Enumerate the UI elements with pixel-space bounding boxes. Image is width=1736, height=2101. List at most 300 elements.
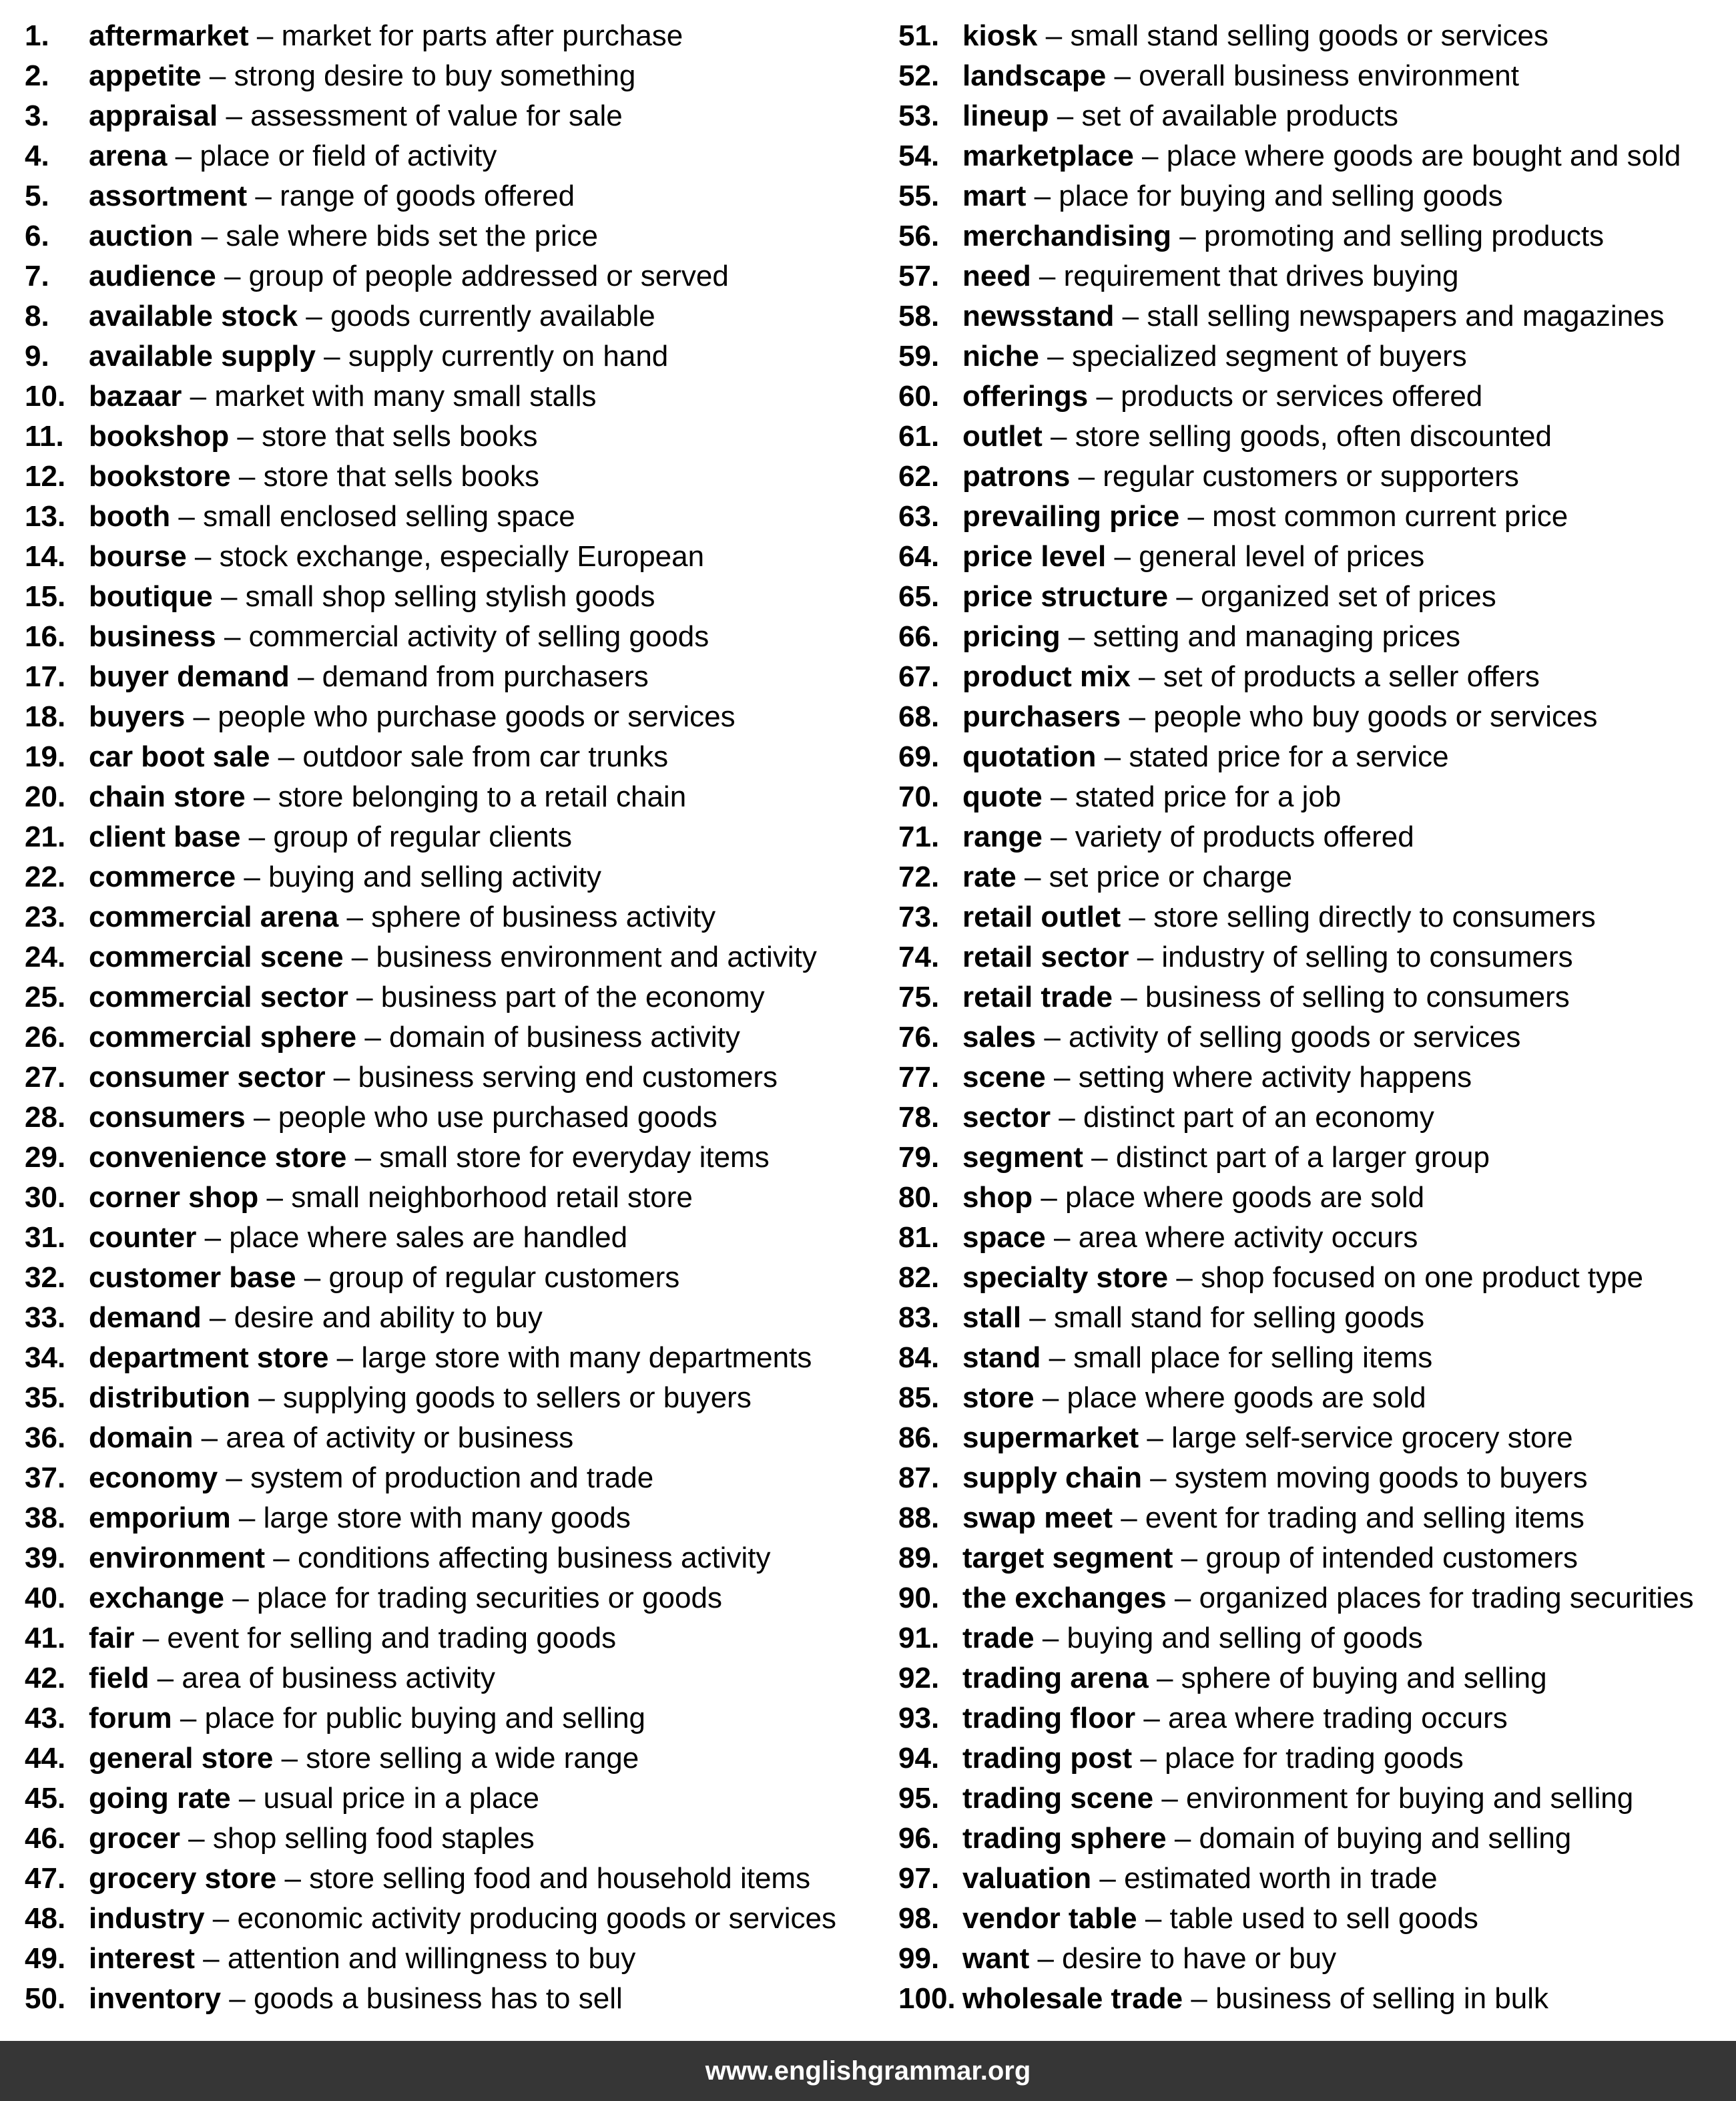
- item-number: 88.: [898, 1501, 940, 1534]
- item-separator: –: [1179, 500, 1213, 533]
- item-entry: [962, 1058, 1472, 1098]
- item-entry: [89, 537, 704, 577]
- item-definition: regular customers or supporters: [1103, 460, 1519, 493]
- item-definition: group of intended customers: [1205, 1542, 1578, 1574]
- item-separator: –: [1060, 620, 1093, 653]
- item-definition: store that sells books: [263, 460, 539, 493]
- list-item: [898, 497, 1733, 537]
- item-definition: stated price for a job: [1075, 780, 1342, 813]
- item-term: convenience store: [89, 1141, 347, 1174]
- item-separator: –: [343, 941, 376, 973]
- item-definition: large store with many departments: [361, 1341, 812, 1374]
- item-number: 99.: [898, 1942, 940, 1975]
- item-number: 87.: [898, 1461, 940, 1494]
- item-definition: area of activity or business: [226, 1421, 574, 1454]
- item-entry: [89, 1698, 645, 1738]
- item-definition: usual price in a place: [263, 1782, 539, 1815]
- item-separator: –: [1166, 1822, 1199, 1855]
- item-separator: –: [180, 1822, 213, 1855]
- item-term: target segment: [962, 1542, 1173, 1574]
- item-number: 60.: [898, 380, 940, 413]
- list-item: [898, 1378, 1733, 1418]
- list-item: [898, 657, 1733, 697]
- list-item: [898, 937, 1733, 977]
- item-entry: [89, 1017, 740, 1058]
- item-term: grocery store: [89, 1862, 277, 1895]
- item-term: offerings: [962, 380, 1089, 413]
- item-entry: [89, 777, 686, 817]
- item-number: 90.: [898, 1582, 940, 1614]
- item-entry: [962, 1939, 1336, 1979]
- item-entry: [89, 16, 683, 56]
- item-number: 51.: [898, 19, 940, 52]
- item-separator: –: [1045, 1221, 1079, 1254]
- list-item: [25, 1378, 866, 1418]
- item-separator: –: [296, 1261, 329, 1294]
- item-number: 66.: [898, 620, 940, 653]
- list-item: [898, 537, 1733, 577]
- item-number: 19.: [25, 740, 66, 773]
- item-term: store: [962, 1381, 1035, 1414]
- item-entry: [89, 1058, 778, 1098]
- item-entry: [962, 1618, 1423, 1658]
- item-entry: [962, 1178, 1424, 1218]
- list-item: [25, 336, 866, 377]
- item-entry: [962, 417, 1552, 457]
- item-term: product mix: [962, 660, 1131, 693]
- item-definition: strong desire to buy something: [234, 59, 636, 92]
- item-separator: –: [1041, 1341, 1074, 1374]
- item-definition: store that sells books: [262, 420, 538, 453]
- item-separator: –: [1042, 420, 1075, 453]
- item-number: 6.: [25, 220, 49, 252]
- list-item: [898, 1698, 1733, 1738]
- list-item: [25, 617, 866, 657]
- item-entry: [89, 216, 598, 256]
- item-number: 1.: [25, 19, 49, 52]
- item-entry: [89, 617, 709, 657]
- item-number: 41.: [25, 1622, 66, 1654]
- item-definition: shop selling food staples: [212, 1822, 535, 1855]
- item-number: 16.: [25, 620, 66, 653]
- item-separator: –: [193, 220, 226, 252]
- item-separator: –: [346, 1141, 380, 1174]
- item-definition: overall business environment: [1139, 59, 1519, 92]
- item-number: 45.: [25, 1782, 66, 1815]
- list-item: [25, 1338, 866, 1378]
- item-number: 76.: [898, 1021, 940, 1054]
- item-number: 70.: [898, 780, 940, 813]
- item-separator: –: [248, 19, 282, 52]
- item-definition: small place for selling items: [1073, 1341, 1433, 1374]
- item-entry: [962, 1738, 1464, 1779]
- item-entry: [89, 1098, 717, 1138]
- item-definition: event for trading and selling items: [1145, 1501, 1584, 1534]
- item-number: 57.: [898, 260, 940, 292]
- item-term: pricing: [962, 620, 1061, 653]
- item-separator: –: [1091, 1862, 1125, 1895]
- item-entry: [962, 1258, 1643, 1298]
- item-entry: [962, 1338, 1432, 1378]
- list-item: [898, 1498, 1733, 1538]
- item-definition: desire and ability to buy: [234, 1301, 543, 1334]
- item-definition: domain of buying and selling: [1199, 1822, 1572, 1855]
- item-definition: set price or charge: [1049, 861, 1293, 893]
- item-separator: –: [289, 660, 322, 693]
- item-entry: [89, 857, 601, 897]
- list-item: [25, 1779, 866, 1819]
- item-number: 43.: [25, 1702, 66, 1734]
- item-term: consumers: [89, 1101, 246, 1134]
- item-term: need: [962, 260, 1031, 292]
- item-entry: [89, 737, 668, 777]
- list-item: [898, 1098, 1733, 1138]
- item-term: boutique: [89, 580, 213, 613]
- item-definition: domain of business activity: [389, 1021, 740, 1054]
- item-term: want: [962, 1942, 1030, 1975]
- item-definition: buying and selling activity: [268, 861, 602, 893]
- list-item: [25, 56, 866, 96]
- item-separator: –: [1045, 1061, 1079, 1094]
- item-number: 94.: [898, 1742, 940, 1775]
- list-item: [25, 1017, 866, 1058]
- list-item: [25, 537, 866, 577]
- item-definition: store selling directly to consumers: [1153, 901, 1596, 933]
- item-term: newsstand: [962, 300, 1115, 332]
- item-term: consumer sector: [89, 1061, 326, 1094]
- item-entry: [89, 457, 539, 497]
- item-separator: –: [247, 180, 280, 212]
- item-number: 64.: [898, 540, 940, 573]
- item-definition: promoting and selling products: [1203, 220, 1605, 252]
- item-separator: –: [236, 861, 269, 893]
- list-item: [25, 1899, 866, 1939]
- item-entry: [962, 1218, 1418, 1258]
- item-number: 32.: [25, 1261, 66, 1294]
- item-definition: small neighborhood retail store: [291, 1181, 693, 1214]
- item-entry: [962, 1859, 1438, 1899]
- item-separator: –: [201, 1301, 234, 1334]
- item-definition: shop focused on one product type: [1201, 1261, 1643, 1294]
- list-item: [898, 377, 1733, 417]
- list-item: [25, 96, 866, 136]
- item-number: 80.: [898, 1181, 940, 1214]
- item-term: auction: [89, 220, 194, 252]
- item-separator: –: [245, 1101, 278, 1134]
- item-definition: sphere of business activity: [371, 901, 716, 933]
- item-separator: –: [1083, 1141, 1116, 1174]
- item-entry: [89, 417, 537, 457]
- list-item: [898, 256, 1733, 296]
- item-number: 91.: [898, 1622, 940, 1654]
- list-item: [25, 1258, 866, 1298]
- item-term: trade: [962, 1622, 1035, 1654]
- list-item: [898, 817, 1733, 857]
- item-number: 50.: [25, 1982, 66, 2015]
- list-item: [25, 1098, 866, 1138]
- list-item: [898, 1658, 1733, 1698]
- item-separator: –: [1096, 740, 1129, 773]
- item-entry: [962, 1658, 1547, 1698]
- item-definition: organized places for trading securities: [1199, 1582, 1694, 1614]
- item-separator: –: [1173, 1542, 1206, 1574]
- item-term: quote: [962, 780, 1043, 813]
- item-definition: business of selling in bulk: [1215, 1982, 1549, 2015]
- item-entry: [89, 1618, 616, 1658]
- list-item: [25, 897, 866, 937]
- list-item: [898, 56, 1733, 96]
- list-item: [25, 1698, 866, 1738]
- item-definition: commercial activity of selling goods: [248, 620, 709, 653]
- item-term: counter: [89, 1221, 197, 1254]
- item-number: 63.: [898, 500, 940, 533]
- word-list-left-column: [25, 16, 866, 2019]
- item-entry: [89, 1779, 539, 1819]
- item-definition: small enclosed selling space: [203, 500, 575, 533]
- item-entry: [89, 937, 817, 977]
- item-entry: [89, 96, 623, 136]
- item-number: 71.: [898, 821, 940, 853]
- item-definition: place for trading securities or goods: [256, 1582, 722, 1614]
- item-separator: –: [193, 1421, 226, 1454]
- item-number: 77.: [898, 1061, 940, 1094]
- item-entry: [89, 1979, 623, 2019]
- item-separator: –: [1042, 821, 1075, 853]
- item-entry: [962, 96, 1398, 136]
- item-number: 42.: [25, 1662, 66, 1694]
- item-definition: people who purchase goods or services: [218, 700, 736, 733]
- item-term: patrons: [962, 460, 1071, 493]
- item-separator: –: [201, 59, 234, 92]
- item-number: 23.: [25, 901, 66, 933]
- item-entry: [89, 577, 655, 617]
- item-separator: –: [325, 1061, 358, 1094]
- item-separator: –: [1130, 660, 1163, 693]
- item-definition: group of people addressed or served: [248, 260, 729, 292]
- item-entry: [962, 296, 1665, 336]
- item-term: shop: [962, 1181, 1033, 1214]
- item-number: 10.: [25, 380, 66, 413]
- item-number: 17.: [25, 660, 66, 693]
- list-item: [25, 697, 866, 737]
- item-definition: people who buy goods or services: [1153, 700, 1598, 733]
- item-entry: [89, 296, 655, 336]
- item-definition: stock exchange, especially European: [219, 540, 705, 573]
- item-entry: [89, 1418, 573, 1458]
- item-entry: [962, 497, 1568, 537]
- list-item: [25, 737, 866, 777]
- item-term: niche: [962, 340, 1039, 373]
- item-separator: –: [216, 260, 249, 292]
- item-separator: –: [1121, 700, 1154, 733]
- item-entry: [89, 1458, 653, 1498]
- item-term: commercial arena: [89, 901, 339, 933]
- item-entry: [89, 256, 729, 296]
- item-definition: area of business activity: [182, 1662, 495, 1694]
- item-separator: –: [221, 1982, 254, 2015]
- item-term: marketplace: [962, 140, 1134, 172]
- item-separator: –: [356, 1021, 390, 1054]
- item-entry: [962, 1017, 1520, 1058]
- item-number: 27.: [25, 1061, 66, 1094]
- item-number: 49.: [25, 1942, 66, 1975]
- item-definition: store selling goods, often discounted: [1075, 420, 1552, 453]
- item-entry: [89, 136, 497, 176]
- item-definition: business part of the economy: [380, 981, 765, 1013]
- item-separator: –: [170, 500, 204, 533]
- item-term: assortment: [89, 180, 248, 212]
- item-entry: [89, 1899, 836, 1939]
- list-item: [25, 16, 866, 56]
- item-definition: desire to have or buy: [1062, 1942, 1337, 1975]
- item-separator: –: [1016, 861, 1049, 893]
- item-term: appetite: [89, 59, 202, 92]
- item-separator: –: [265, 1542, 298, 1574]
- item-term: demand: [89, 1301, 202, 1334]
- item-definition: sphere of buying and selling: [1181, 1662, 1547, 1694]
- item-term: lineup: [962, 99, 1049, 132]
- item-definition: environment for buying and selling: [1186, 1782, 1634, 1815]
- item-term: landscape: [962, 59, 1107, 92]
- item-number: 73.: [898, 901, 940, 933]
- item-term: customer base: [89, 1261, 296, 1294]
- item-term: grocer: [89, 1822, 180, 1855]
- item-term: commercial sector: [89, 981, 348, 1013]
- item-term: trading scene: [962, 1782, 1154, 1815]
- list-item: [898, 1939, 1733, 1979]
- item-definition: table used to sell goods: [1169, 1902, 1478, 1935]
- item-separator: –: [172, 1702, 205, 1734]
- item-entry: [962, 577, 1496, 617]
- item-term: business: [89, 620, 216, 653]
- item-number: 7.: [25, 260, 49, 292]
- item-entry: [962, 1418, 1573, 1458]
- item-number: 26.: [25, 1021, 66, 1054]
- item-separator: –: [1042, 780, 1075, 813]
- item-separator: –: [185, 700, 218, 733]
- item-number: 58.: [898, 300, 940, 332]
- item-entry: [962, 537, 1424, 577]
- item-entry: [89, 1378, 752, 1418]
- item-definition: place where sales are handled: [229, 1221, 628, 1254]
- item-number: 15.: [25, 580, 66, 613]
- item-separator: –: [258, 1181, 292, 1214]
- item-separator: –: [216, 620, 249, 653]
- item-entry: [89, 1819, 535, 1859]
- item-term: general store: [89, 1742, 274, 1775]
- list-item: [898, 16, 1733, 56]
- item-separator: –: [212, 580, 246, 613]
- item-number: 97.: [898, 1862, 940, 1895]
- list-item: [898, 1338, 1733, 1378]
- item-separator: –: [1133, 140, 1167, 172]
- item-term: domain: [89, 1421, 194, 1454]
- item-entry: [962, 697, 1597, 737]
- item-term: stand: [962, 1341, 1041, 1374]
- item-separator: –: [1049, 99, 1082, 132]
- item-number: 52.: [898, 59, 940, 92]
- list-item: [25, 1538, 866, 1578]
- item-separator: –: [276, 1862, 310, 1895]
- item-term: exchange: [89, 1582, 224, 1614]
- item-term: bourse: [89, 540, 187, 573]
- item-definition: place or field of activity: [200, 140, 497, 172]
- item-term: kiosk: [962, 19, 1038, 52]
- item-entry: [89, 176, 575, 216]
- item-separator: –: [1121, 901, 1154, 933]
- list-item: [25, 1178, 866, 1218]
- item-term: available stock: [89, 300, 298, 332]
- item-entry: [89, 377, 596, 417]
- item-definition: set of products a seller offers: [1163, 660, 1540, 693]
- item-term: retail outlet: [962, 901, 1121, 933]
- list-item: [25, 457, 866, 497]
- list-item: [898, 417, 1733, 457]
- list-item: [25, 857, 866, 897]
- item-term: appraisal: [89, 99, 218, 132]
- item-entry: [962, 977, 1570, 1017]
- item-number: 75.: [898, 981, 940, 1013]
- item-term: department store: [89, 1341, 329, 1374]
- item-definition: market for parts after purchase: [281, 19, 683, 52]
- item-term: booth: [89, 500, 171, 533]
- list-item: [898, 777, 1733, 817]
- item-entry: [89, 1738, 639, 1779]
- item-definition: area where trading occurs: [1168, 1702, 1508, 1734]
- item-entry: [962, 1538, 1578, 1578]
- item-entry: [962, 216, 1604, 256]
- item-number: 38.: [25, 1501, 66, 1534]
- item-separator: –: [1106, 540, 1139, 573]
- item-number: 30.: [25, 1181, 66, 1214]
- item-number: 46.: [25, 1822, 66, 1855]
- item-separator: –: [1129, 941, 1162, 973]
- list-item: [898, 1979, 1733, 2019]
- item-entry: [962, 457, 1519, 497]
- item-definition: attention and willingness to buy: [227, 1942, 636, 1975]
- item-term: bookshop: [89, 420, 230, 453]
- item-separator: –: [1051, 1101, 1083, 1134]
- item-number: 54.: [898, 140, 940, 172]
- item-separator: –: [229, 420, 262, 453]
- item-separator: –: [230, 1782, 264, 1815]
- item-entry: [962, 1138, 1490, 1178]
- item-definition: store selling food and household items: [309, 1862, 811, 1895]
- list-item: [898, 216, 1733, 256]
- item-definition: place where goods are sold: [1067, 1381, 1426, 1414]
- item-definition: store selling a wide range: [306, 1742, 639, 1775]
- item-term: stall: [962, 1301, 1022, 1334]
- item-definition: small stand for selling goods: [1053, 1301, 1425, 1334]
- item-separator: –: [1112, 1501, 1145, 1534]
- list-item: [898, 96, 1733, 136]
- list-item: [898, 897, 1733, 937]
- list-item: [898, 1058, 1733, 1098]
- item-separator: –: [1021, 1301, 1054, 1334]
- item-separator: –: [1034, 1622, 1067, 1654]
- item-separator: –: [1036, 1021, 1069, 1054]
- item-term: supermarket: [962, 1421, 1139, 1454]
- item-entry: [89, 1538, 770, 1578]
- list-item: [898, 136, 1733, 176]
- list-item: [25, 1819, 866, 1859]
- item-separator: –: [218, 99, 251, 132]
- item-term: commercial scene: [89, 941, 344, 973]
- item-number: 11.: [25, 420, 64, 453]
- item-definition: supply currently on hand: [348, 340, 669, 373]
- item-separator: –: [149, 1662, 182, 1694]
- item-entry: [962, 1979, 1548, 2019]
